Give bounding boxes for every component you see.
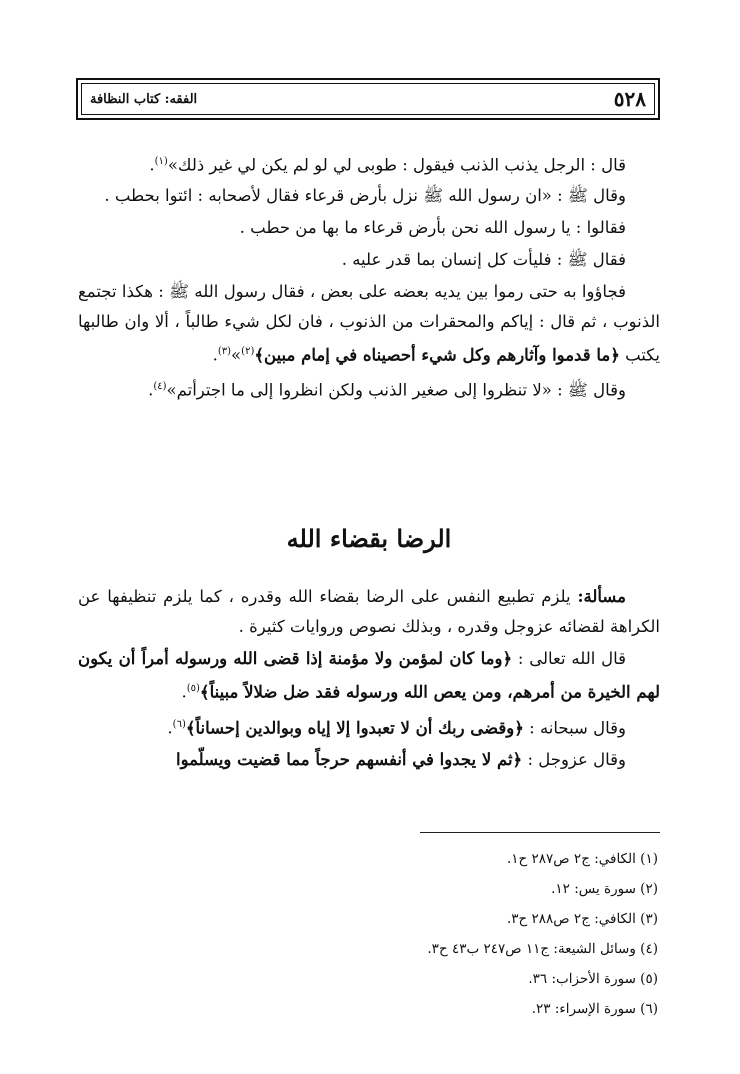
footnote: (٣) الكافي: ج٢ ص٢٨٨ ح٣. — [506, 911, 658, 927]
quran-verse: ﴿وما كان لمؤمن ولا مؤمنة إذا قضى الله ورسوله أمراً أن يكون لهم الخيرة من أمرهم، ومن يعص الله ورسوله فقد ضل ضلالاً مبيناً﴾ — [78, 649, 660, 702]
footnote-ref: (٤) — [153, 381, 167, 392]
paragraph: وقال ﷺ : «لا تنظروا إلى صغير الذنب ولكن انظروا إلى ما اجترأتم»$^{(٤)}$. — [148, 380, 626, 400]
footnote-ref: (٦) — [172, 718, 186, 730]
page-number: ٥٢٨ — [613, 87, 646, 111]
paragraph: فقال ﷺ : فليأت كل إنسان بما قدر عليه . — [341, 249, 626, 269]
paragraph: فجاؤوا به حتى رموا بين يديه بعضه على بعض ، فقال رسول الله ﷺ : هكذا تجتمع الذنوب ، ثم قال : إياكم والمحقرات من الذنوب ، فان لكل شيء طالباً ، ألا وان طالبها يكتب ﴿ما قدموا وآثارهم وكل شيء أحصيناه في إمام مبين﴾$^{(٢)}$»$^{(٣)}$. — [78, 281, 660, 364]
page-header — [81, 83, 655, 115]
paragraph: قال الله تعالى : ﴿وما كان لمؤمن ولا مؤمنة إذا قضى الله ورسوله أمراً أن يكون لهم الخيرة من أمرهم، ومن يعص الله ورسوله فقد ضل ضلالاً مبيناً﴾$^{(٥)}$. — [78, 649, 660, 702]
footnote: (١) الكافي: ج٢ ص٢٨٧ ح١. — [506, 851, 658, 867]
footnote-ref: (١) — [154, 156, 168, 167]
footnote: (٦) سورة الإسراء: ٢٣. — [531, 1001, 658, 1017]
footnotes — [78, 844, 660, 1024]
page-header-frame — [76, 78, 660, 120]
paragraph: فقالوا : يا رسول الله نحن بأرض قرعاء ما بها من حطب . — [239, 217, 626, 237]
issue-label: مسألة: — [577, 587, 626, 606]
footnote: (٢) سورة يس: ١٢. — [551, 881, 658, 897]
paragraph: قال : الرجل يذنب الذنب فيقول : طوبى لي لو لم يكن لي غير ذلك»$^{(١)}$. — [149, 155, 626, 175]
section-one-body — [78, 147, 660, 406]
quran-verse: ﴿ثم لا يجدوا في أنفسهم حرجاً مما قضيت ويسلّموا — [175, 750, 523, 769]
paragraph: مسألة: يلزم تطبيع النفس على الرضا بقضاء الله وقدره ، كما يلزم تنظيفها عن الكراهة لقضائه عزوجل وقدره ، وبذلك نصوص وروايات كثيرة . — [78, 587, 660, 636]
footnote-ref: (٣) — [217, 345, 232, 357]
footnote-divider — [420, 832, 660, 833]
paragraph: وقال سبحانه : ﴿وقضى ربك أن لا تعبدوا إلا إياه وبوالدين إحساناً﴾$^{(٦)}$. — [167, 718, 626, 737]
footnote-ref: (٥) — [186, 683, 200, 694]
paragraph: وقال عزوجل : ﴿ثم لا يجدوا في أنفسهم حرجاً مما قضيت ويسلّموا — [175, 750, 626, 769]
paragraph: وقال ﷺ : «ان رسول الله ﷺ نزل بأرض قرعاء فقال لأصحابه : ائتوا بحطب . — [104, 185, 626, 205]
footnote-ref: (٢) — [241, 345, 255, 357]
quran-verse: ﴿وقضى ربك أن لا تعبدوا إلا إياه وبوالدين إحساناً﴾ — [185, 718, 524, 737]
running-title: الفقه: كتاب النظافة — [90, 91, 198, 107]
footnote: (٤) وسائل الشيعة: ج١١ ص٢٤٧ ب٤٣ ح٣. — [427, 941, 658, 957]
quran-verse: ﴿ما قدموا وآثارهم وكل شيء أحصيناه في إمام مبين﴾ — [254, 345, 620, 364]
section-two-body — [78, 582, 660, 775]
section-heading: الرضا بقضاء الله — [286, 524, 452, 553]
footnote: (٥) سورة الأحزاب: ٣٦. — [528, 971, 658, 987]
